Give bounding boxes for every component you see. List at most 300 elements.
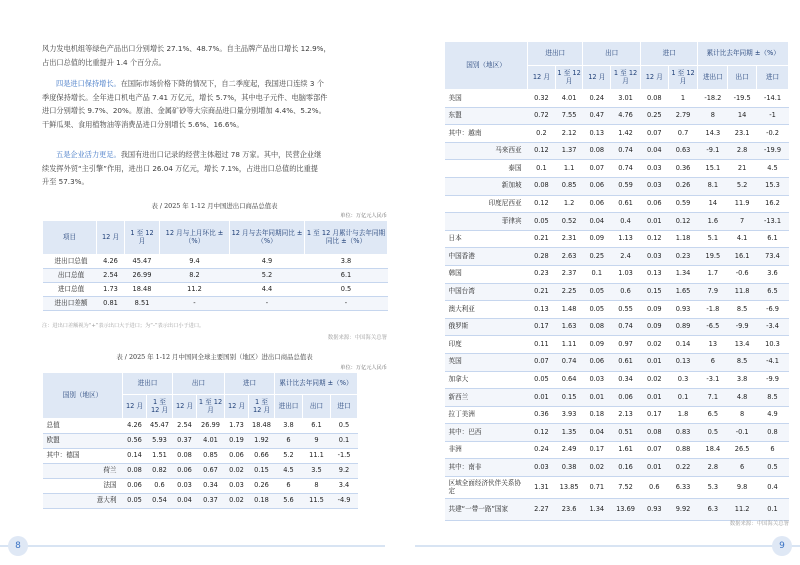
cell: 0.5 xyxy=(331,419,358,434)
table-row xyxy=(445,477,789,499)
cell: 0.83 xyxy=(668,424,698,442)
page-number: 9 xyxy=(772,536,792,556)
table-row xyxy=(445,160,789,178)
cell: 0.03 xyxy=(640,160,668,178)
cell: 8.1 xyxy=(698,177,728,195)
cell: 0.15 xyxy=(555,389,583,407)
table-row xyxy=(43,255,388,269)
header-sub: 12 月 xyxy=(225,395,249,419)
cell: 9 xyxy=(303,434,331,449)
header-sub: 1 至 12 月 xyxy=(555,66,583,90)
cell: 19.5 xyxy=(698,248,728,266)
highlight-lead: 四是进口保持增长。 xyxy=(56,79,121,88)
cell: 4.9 xyxy=(757,406,789,424)
table1-note: 注：进出口差额视为“+”表示出口大于进口；为“-”表示出口小于进口。 xyxy=(42,323,205,329)
cell: 0.54 xyxy=(147,494,173,509)
header-jan-dec: 1 至 12 月 xyxy=(125,221,160,255)
cell: -9.9 xyxy=(757,371,789,389)
cell: 7.52 xyxy=(611,477,641,499)
header-cum-yoy: 1 至 12 月累计与去年同期同比 ±（%） xyxy=(305,221,388,255)
cell: 13.4 xyxy=(728,336,757,354)
cell: 14 xyxy=(698,195,728,213)
cell: 4.5 xyxy=(757,160,789,178)
cell: 4.76 xyxy=(611,107,641,125)
text-line: 续发挥外贸“主引擎”作用，进出口 26.04 万亿元，增长 7.1%，占进出口总值的比重提 xyxy=(42,163,318,173)
cell: 1.7 xyxy=(698,265,728,283)
cell: 0.07 xyxy=(640,441,668,459)
row-label: 中国台湾 xyxy=(445,283,528,301)
cell: 6.1 xyxy=(305,269,388,283)
cell: 6.5 xyxy=(757,283,789,301)
table-row xyxy=(43,283,388,297)
cell: -4.9 xyxy=(331,494,358,509)
row-label: 东盟 xyxy=(445,107,528,125)
cell: 0.1 xyxy=(757,499,789,521)
country-table-part1 xyxy=(42,372,358,509)
cell: 0.67 xyxy=(197,464,225,479)
table-row xyxy=(445,424,789,442)
table2-unit: 单位：万亿元人民币 xyxy=(340,365,387,371)
cell: 9.92 xyxy=(668,499,698,521)
cell: - xyxy=(160,297,230,311)
cell: 14 xyxy=(728,107,757,125)
cell: 2.27 xyxy=(528,499,556,521)
cell: 5.2 xyxy=(728,177,757,195)
cell: 0.21 xyxy=(528,230,556,248)
row-label: 泰国 xyxy=(445,160,528,178)
cell: 0.06 xyxy=(583,353,611,371)
text-line: 升至 57.3%。 xyxy=(42,177,89,187)
cell: 0.47 xyxy=(583,107,611,125)
cell: 2.12 xyxy=(555,125,583,143)
cell: 1.34 xyxy=(583,499,611,521)
cell: 1.03 xyxy=(611,265,641,283)
header-cumulative-change: 累计比去年同期 ±（%） xyxy=(698,42,789,66)
cell: 0.09 xyxy=(583,336,611,354)
cell: 4.5 xyxy=(275,464,303,479)
cell: -1.5 xyxy=(331,449,358,464)
cell: 13 xyxy=(698,336,728,354)
cell: 0.23 xyxy=(668,248,698,266)
cell: 1.35 xyxy=(555,424,583,442)
cell: 0.21 xyxy=(528,283,556,301)
header-import: 进口 xyxy=(640,42,698,66)
row-label: 进出口差额 xyxy=(43,297,97,311)
cell: 0.02 xyxy=(583,459,611,477)
header-sub: 1 至 12 月 xyxy=(668,66,698,90)
table1-source: 数据来源：中国海关总署 xyxy=(327,335,387,341)
cell: 0.01 xyxy=(640,389,668,407)
cell: 0.23 xyxy=(528,265,556,283)
cell: 0.19 xyxy=(225,434,249,449)
cell: 11.2 xyxy=(728,499,757,521)
cell: 0.07 xyxy=(583,160,611,178)
cell: -6.9 xyxy=(757,301,789,319)
country-table-part1-body xyxy=(43,419,358,509)
cell: 0.01 xyxy=(640,459,668,477)
header-export: 出口 xyxy=(173,373,225,395)
table-row xyxy=(445,195,789,213)
cell: 0.59 xyxy=(668,195,698,213)
header-country: 国别（地区） xyxy=(43,373,123,419)
cell: 0.89 xyxy=(668,318,698,336)
cell: 0.1 xyxy=(331,434,358,449)
cell: 0.24 xyxy=(528,441,556,459)
cell: 0.93 xyxy=(668,301,698,319)
header-sub: 进出口 xyxy=(698,66,728,90)
cell: 0.32 xyxy=(528,90,556,108)
cell: 6 xyxy=(698,353,728,371)
cell: 0.02 xyxy=(640,371,668,389)
cell: 0.08 xyxy=(173,449,197,464)
cell: 3.01 xyxy=(611,90,641,108)
row-label: 法国 xyxy=(43,479,123,494)
table-row xyxy=(445,406,789,424)
cell: 0.18 xyxy=(583,406,611,424)
table-row xyxy=(43,269,388,283)
cell: 45.47 xyxy=(147,419,173,434)
row-label: 意大利 xyxy=(43,494,123,509)
cell: 0.02 xyxy=(225,464,249,479)
cell: 0.12 xyxy=(528,142,556,160)
cell: 5.93 xyxy=(147,434,173,449)
cell: 0.06 xyxy=(583,177,611,195)
cell: 0.01 xyxy=(640,353,668,371)
cell: 0.72 xyxy=(528,107,556,125)
header-sub: 12 月 xyxy=(173,395,197,419)
cell: 73.4 xyxy=(757,248,789,266)
footer-line xyxy=(0,545,385,547)
text-span: 我国有进出口记录的经营主体超过 78 万家。其中，民营企业继 xyxy=(120,150,322,159)
row-label: 其中：越南 xyxy=(445,125,528,143)
cell: - xyxy=(230,297,305,311)
cell: 26.99 xyxy=(197,419,225,434)
cell: 8.5 xyxy=(728,301,757,319)
header-sub: 出口 xyxy=(303,395,331,419)
table-row xyxy=(445,248,789,266)
row-label: 马来西亚 xyxy=(445,142,528,160)
row-label: 其中：南非 xyxy=(445,459,528,477)
cell: 3.6 xyxy=(757,265,789,283)
cell: 6 xyxy=(728,459,757,477)
table-row xyxy=(445,441,789,459)
cell: -4.1 xyxy=(757,353,789,371)
cell: 23.6 xyxy=(555,499,583,521)
cell: 6.1 xyxy=(757,230,789,248)
cell: 0.13 xyxy=(640,265,668,283)
cell: 0.71 xyxy=(583,477,611,499)
header-item: 项目 xyxy=(43,221,97,255)
row-label: 非洲 xyxy=(445,441,528,459)
table-row xyxy=(445,177,789,195)
cell: 0.6 xyxy=(640,477,668,499)
cell: 5.3 xyxy=(698,477,728,499)
cell: 1.11 xyxy=(555,336,583,354)
header-total-trade: 进出口 xyxy=(123,373,173,395)
cell: -14.1 xyxy=(757,90,789,108)
cell: -0.2 xyxy=(757,125,789,143)
cell: 0.51 xyxy=(611,424,641,442)
table-row xyxy=(445,301,789,319)
cell: 0.05 xyxy=(123,494,147,509)
cell: 1.73 xyxy=(97,283,125,297)
cell: 0.06 xyxy=(225,449,249,464)
cell: 0.11 xyxy=(528,336,556,354)
cell: 0.03 xyxy=(640,248,668,266)
cell: 16.1 xyxy=(728,248,757,266)
cell: 0.37 xyxy=(197,494,225,509)
cell: 7.1 xyxy=(698,389,728,407)
cell: 15.3 xyxy=(757,177,789,195)
cell: 0.5 xyxy=(305,283,388,297)
cell: 0.05 xyxy=(583,301,611,319)
cell: 6.33 xyxy=(668,477,698,499)
cell: 0.7 xyxy=(668,125,698,143)
cell: 7.9 xyxy=(698,283,728,301)
cell: 1.51 xyxy=(147,449,173,464)
cell: -3.1 xyxy=(698,371,728,389)
table-row xyxy=(43,479,358,494)
cell: -19.5 xyxy=(728,90,757,108)
right-page xyxy=(400,0,800,565)
cell: 1 xyxy=(668,90,698,108)
cell: 0.08 xyxy=(123,464,147,479)
cell: 7.55 xyxy=(555,107,583,125)
cell: 10.3 xyxy=(757,336,789,354)
header-export: 出口 xyxy=(583,42,641,66)
row-label: 英国 xyxy=(445,353,528,371)
text-line: 进口分别增长 9.7%、20%。原油、金属矿砂等大宗商品进口量分别增加 4.4%、5.2%。 xyxy=(42,106,326,116)
header-sub: 出口 xyxy=(728,66,757,90)
cell: 0.52 xyxy=(555,213,583,231)
cell: 3.4 xyxy=(331,479,358,494)
cell: 0.22 xyxy=(668,459,698,477)
table-row xyxy=(445,230,789,248)
cell: 26.5 xyxy=(728,441,757,459)
cell: 0.03 xyxy=(640,177,668,195)
cell: 0.1 xyxy=(583,265,611,283)
text-line xyxy=(42,148,387,162)
table-row xyxy=(445,90,789,108)
cell: 0.15 xyxy=(640,283,668,301)
cell: 6.1 xyxy=(303,419,331,434)
cell: 0.04 xyxy=(640,142,668,160)
cell: 0.74 xyxy=(555,353,583,371)
cell: 18.48 xyxy=(249,419,275,434)
table-row xyxy=(445,107,789,125)
header-sub: 12 月 xyxy=(123,395,147,419)
table-row xyxy=(445,318,789,336)
row-label: 印度 xyxy=(445,336,528,354)
cell: 1.92 xyxy=(249,434,275,449)
cell: 14.3 xyxy=(698,125,728,143)
cell: 1.13 xyxy=(611,230,641,248)
cell: 1.48 xyxy=(555,301,583,319)
cell: 0.17 xyxy=(583,441,611,459)
text-line: 干鲜瓜果、食用植物油等消费品进口分别增长 5.6%、16.6%。 xyxy=(42,119,244,129)
cell: 18.4 xyxy=(698,441,728,459)
cell: -1 xyxy=(757,107,789,125)
cell: 0.02 xyxy=(225,494,249,509)
cell: 0.07 xyxy=(640,125,668,143)
row-label: 区域全面经济伙伴关系协定 xyxy=(445,477,528,499)
cell: 8 xyxy=(698,107,728,125)
cell: 0.63 xyxy=(668,142,698,160)
cell: 0.13 xyxy=(583,125,611,143)
cell: 23.1 xyxy=(728,125,757,143)
cell: 8 xyxy=(303,479,331,494)
cell: 0.64 xyxy=(555,371,583,389)
cell: 11.8 xyxy=(728,283,757,301)
cell: 0.6 xyxy=(611,283,641,301)
cell: 3.93 xyxy=(555,406,583,424)
cell: 0.38 xyxy=(555,459,583,477)
country-table-part2 xyxy=(444,41,789,521)
cell: 0.09 xyxy=(640,318,668,336)
cell: 4.8 xyxy=(728,389,757,407)
cell: -9.1 xyxy=(698,142,728,160)
cell: 0.1 xyxy=(668,389,698,407)
header-mom: 12 月与上月环比 ±（%） xyxy=(160,221,230,255)
table3-source: 数据来源：中国海关总署 xyxy=(729,521,789,527)
cell: 0.12 xyxy=(528,424,556,442)
cell: 0.25 xyxy=(583,248,611,266)
header-cumulative-change: 累计比去年同期 ±（%） xyxy=(275,373,358,395)
row-label: 其中：德国 xyxy=(43,449,123,464)
cell: 4.01 xyxy=(197,434,225,449)
cell: 2.25 xyxy=(555,283,583,301)
cell: 0.74 xyxy=(611,318,641,336)
table-row xyxy=(43,449,358,464)
cell: 8.2 xyxy=(160,269,230,283)
cell: 0.08 xyxy=(640,90,668,108)
cell: 7 xyxy=(728,213,757,231)
cell: 1.37 xyxy=(555,142,583,160)
cell: 0.16 xyxy=(611,459,641,477)
cell: 0.06 xyxy=(611,389,641,407)
cell: 8.5 xyxy=(757,389,789,407)
text-line: 风力发电机组等绿色产品出口分别增长 27.1%、48.7%。自主品牌产品出口增长 12.9%， xyxy=(42,44,331,53)
cell: 0.34 xyxy=(611,371,641,389)
cell: 3.8 xyxy=(728,371,757,389)
cell: 0.02 xyxy=(640,336,668,354)
table-row xyxy=(43,419,358,434)
cell: 2.49 xyxy=(555,441,583,459)
cell: 0.08 xyxy=(583,318,611,336)
cell: 9.4 xyxy=(160,255,230,269)
text-line xyxy=(42,77,387,91)
cell: 0.08 xyxy=(583,142,611,160)
paragraph-enterprises xyxy=(42,148,387,189)
table-row xyxy=(445,499,789,521)
cell: 0.06 xyxy=(640,195,668,213)
cell: 0.12 xyxy=(640,230,668,248)
cell: 0.06 xyxy=(173,464,197,479)
table2-caption: 表 / 2025 年 1-12 月中国同全球主要国别（地区）进出口商品总值表 xyxy=(116,353,313,361)
cell: -3.4 xyxy=(757,318,789,336)
header-sub: 进出口 xyxy=(275,395,303,419)
cell: 0.03 xyxy=(583,371,611,389)
header-sub: 1 至 12 月 xyxy=(611,66,641,90)
cell: 0.26 xyxy=(668,177,698,195)
row-label: 欧盟 xyxy=(43,434,123,449)
cell: 15.1 xyxy=(698,160,728,178)
cell: 0.05 xyxy=(528,213,556,231)
header-sub: 进口 xyxy=(757,66,789,90)
cell: 4.26 xyxy=(123,419,147,434)
cell: 0.06 xyxy=(123,479,147,494)
cell: 0.01 xyxy=(583,389,611,407)
cell: 0.07 xyxy=(528,353,556,371)
cell: 18.48 xyxy=(125,283,160,297)
cell: 11.5 xyxy=(303,494,331,509)
table-row xyxy=(445,353,789,371)
cell: 0.15 xyxy=(249,464,275,479)
cell: 0.8 xyxy=(757,424,789,442)
cell: 0.36 xyxy=(528,406,556,424)
cell: 1.31 xyxy=(528,477,556,499)
cell: 1.2 xyxy=(555,195,583,213)
cell: 0.28 xyxy=(528,248,556,266)
cell: 0.34 xyxy=(197,479,225,494)
row-label: 新加坡 xyxy=(445,177,528,195)
cell: 8 xyxy=(728,406,757,424)
cell: 0.61 xyxy=(611,195,641,213)
row-label: 菲律宾 xyxy=(445,213,528,231)
cell: 0.17 xyxy=(640,406,668,424)
cell: 0.66 xyxy=(249,449,275,464)
cell: 0.85 xyxy=(555,177,583,195)
row-label: 进出口总值 xyxy=(43,255,97,269)
row-label: 日本 xyxy=(445,230,528,248)
cell: 0.05 xyxy=(583,283,611,301)
commodity-total-table xyxy=(42,220,388,311)
table-row xyxy=(445,459,789,477)
cell: 2.54 xyxy=(97,269,125,283)
cell: 2.63 xyxy=(555,248,583,266)
cell: 26.99 xyxy=(125,269,160,283)
cell: 13.85 xyxy=(555,477,583,499)
cell: 0.36 xyxy=(668,160,698,178)
header-yoy: 12 月与去年同期同比 ±（%） xyxy=(230,221,305,255)
header-sub: 12 月 xyxy=(528,66,556,90)
cell: -6.5 xyxy=(698,318,728,336)
cell: 9.2 xyxy=(331,464,358,479)
table-row xyxy=(445,213,789,231)
row-label: 出口总值 xyxy=(43,269,97,283)
cell: 0.03 xyxy=(225,479,249,494)
table-row xyxy=(43,494,358,509)
cell: 3.8 xyxy=(275,419,303,434)
row-label: 韩国 xyxy=(445,265,528,283)
cell: 0.12 xyxy=(668,213,698,231)
cell: 0.14 xyxy=(123,449,147,464)
cell: 2.4 xyxy=(611,248,641,266)
page-number: 8 xyxy=(8,536,28,556)
cell: 1.8 xyxy=(668,406,698,424)
cell: 2.13 xyxy=(611,406,641,424)
table-row xyxy=(445,336,789,354)
cell: 0.3 xyxy=(668,371,698,389)
cell: 0.55 xyxy=(611,301,641,319)
cell: 0.74 xyxy=(611,160,641,178)
cell: 2.79 xyxy=(668,107,698,125)
cell: 11.1 xyxy=(303,449,331,464)
cell: 0.6 xyxy=(147,479,173,494)
row-label: 荷兰 xyxy=(43,464,123,479)
cell: 5.1 xyxy=(698,230,728,248)
cell: 1.1 xyxy=(555,160,583,178)
